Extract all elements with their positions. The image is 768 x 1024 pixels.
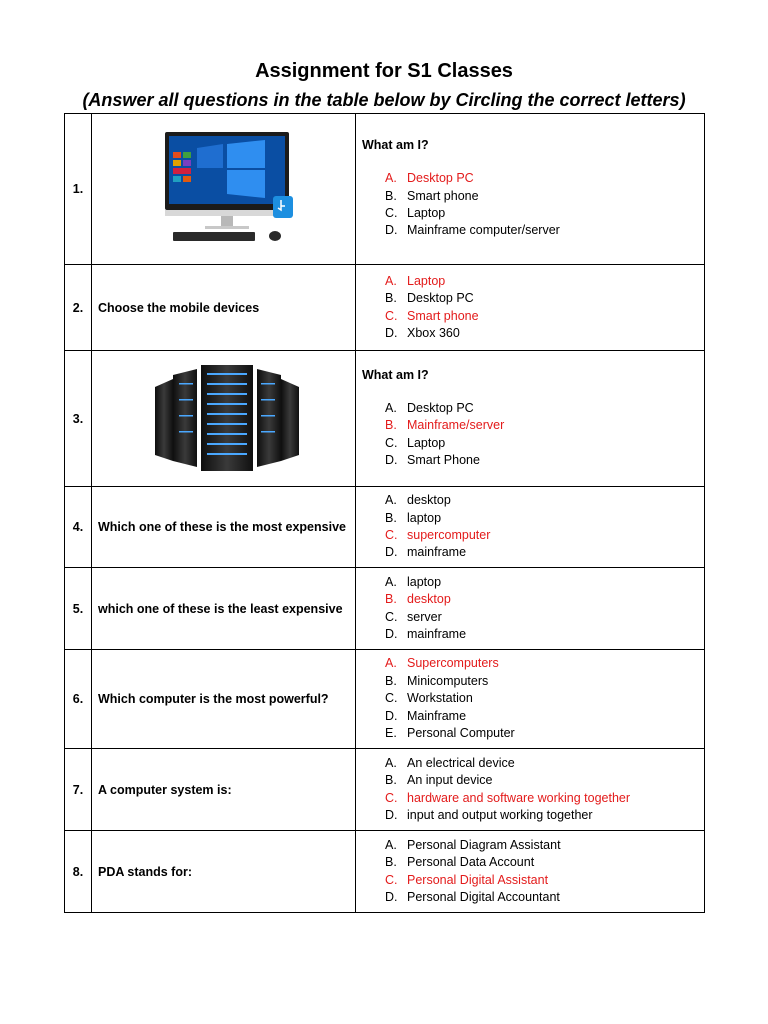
option-letter: B. [385, 418, 397, 433]
option-item[interactable] [362, 872, 704, 889]
option-text: desktop [407, 592, 451, 607]
option-item[interactable] [362, 435, 704, 452]
option-item[interactable] [362, 400, 704, 417]
question-number: 3. [65, 351, 92, 487]
option-item[interactable] [362, 609, 704, 626]
answer-cell [356, 487, 705, 568]
option-letter: D. [385, 626, 398, 641]
option-list [362, 400, 704, 470]
option-item[interactable] [362, 492, 704, 509]
option-text: Laptop [407, 206, 446, 220]
option-letter: B. [385, 291, 397, 306]
option-text: Personal Diagram Assistant [407, 837, 561, 852]
table-row [65, 831, 705, 913]
option-letter: D. [385, 223, 398, 238]
option-text: Personal Digital Accountant [407, 889, 560, 904]
option-item[interactable] [362, 308, 704, 325]
option-text: Personal Digital Assistant [407, 872, 549, 887]
option-text: Xbox 360 [407, 325, 460, 340]
option-letter: A. [385, 837, 397, 852]
option-text: Desktop PC [407, 171, 474, 186]
answer-prompt: What am I? [362, 367, 429, 382]
option-text: An electrical device [407, 755, 515, 770]
option-item[interactable] [362, 591, 704, 608]
option-letter: A. [385, 273, 397, 288]
option-item[interactable] [362, 273, 704, 290]
option-text: Mainframe/server [407, 418, 505, 433]
option-letter: B. [385, 510, 397, 525]
option-item[interactable] [362, 205, 704, 222]
option-text: Workstation [407, 691, 473, 706]
option-letter: B. [385, 773, 397, 788]
option-text: supercomputer [407, 528, 491, 542]
option-letter: A. [385, 656, 397, 671]
option-letter: C. [385, 872, 398, 887]
option-item[interactable] [362, 725, 704, 742]
option-item[interactable] [362, 889, 704, 906]
option-text: Laptop [407, 435, 446, 450]
option-item[interactable] [362, 755, 704, 772]
answer-cell [356, 114, 705, 265]
table-row [65, 487, 705, 568]
table-row [65, 351, 705, 487]
option-text: Smart phone [407, 308, 479, 323]
option-item[interactable] [362, 527, 704, 544]
option-text: hardware and software working together [407, 790, 631, 805]
option-text: server [407, 609, 442, 624]
option-item[interactable] [362, 574, 704, 591]
option-letter: B. [385, 673, 397, 688]
option-text: desktop [407, 493, 451, 508]
option-text: laptop [407, 574, 442, 589]
option-item[interactable] [362, 510, 704, 527]
question-number: 5. [65, 568, 92, 650]
option-item[interactable] [362, 188, 704, 205]
option-item[interactable] [362, 626, 704, 643]
option-letter: D. [385, 325, 398, 340]
option-item[interactable] [362, 290, 704, 307]
option-item[interactable] [362, 325, 704, 342]
question-text: which one of these is the least expensive [92, 568, 356, 650]
option-text: mainframe [407, 545, 467, 560]
option-letter: B. [385, 188, 397, 203]
option-letter: C. [385, 528, 398, 542]
option-list [362, 655, 704, 742]
page-title: Assignment for S1 Classes [255, 60, 513, 82]
option-list [362, 170, 704, 240]
option-item[interactable] [362, 655, 704, 672]
option-item[interactable] [362, 417, 704, 434]
answer-cell [356, 749, 705, 831]
table-row [65, 749, 705, 831]
option-list [362, 574, 704, 644]
question-image-cell [92, 114, 356, 265]
option-letter: C. [385, 206, 398, 220]
option-item[interactable] [362, 544, 704, 561]
page-subtitle: (Answer all questions in the table below by Circling the correct letters) [82, 90, 686, 110]
question-image-cell [92, 351, 356, 487]
table-row [65, 568, 705, 650]
option-letter: D. [385, 452, 398, 467]
option-text: Desktop PC [407, 400, 474, 415]
question-number: 7. [65, 749, 92, 831]
option-text: Personal Computer [407, 726, 515, 741]
option-letter: E. [385, 726, 397, 741]
option-letter: A. [385, 493, 397, 508]
option-item[interactable] [362, 170, 704, 187]
option-text: mainframe [407, 626, 467, 641]
answer-cell [356, 265, 705, 351]
option-item[interactable] [362, 807, 704, 824]
option-text: Mainframe [407, 708, 467, 723]
answer-cell [356, 650, 705, 749]
option-text: Laptop [407, 273, 446, 288]
table-row [65, 114, 705, 265]
option-letter: C. [385, 435, 398, 450]
option-list [362, 755, 704, 825]
option-text: Mainframe computer/server [407, 223, 560, 238]
option-letter: A. [385, 171, 397, 186]
option-letter: D. [385, 889, 398, 904]
question-text: PDA stands for: [92, 831, 356, 913]
option-list [362, 492, 704, 562]
option-list [362, 837, 704, 907]
option-item[interactable] [362, 854, 704, 871]
option-letter: D. [385, 708, 398, 723]
question-number: 2. [65, 265, 92, 351]
option-list [362, 273, 704, 343]
question-text: Choose the mobile devices [92, 265, 356, 351]
option-item[interactable] [362, 837, 704, 854]
question-number: 4. [65, 487, 92, 568]
option-letter: A. [385, 755, 397, 770]
question-text: Which one of these is the most expensive [92, 487, 356, 568]
option-letter: D. [385, 545, 398, 560]
option-text: An input device [407, 773, 493, 788]
option-item[interactable] [362, 690, 704, 707]
option-letter: B. [385, 592, 397, 607]
option-letter: D. [385, 807, 398, 822]
option-letter: C. [385, 790, 398, 805]
option-letter: A. [385, 574, 397, 589]
option-item[interactable] [362, 222, 704, 239]
option-letter: C. [385, 609, 398, 624]
answer-cell [356, 831, 705, 913]
option-text: Supercomputers [407, 656, 499, 671]
table-row [65, 650, 705, 749]
answer-cell [356, 568, 705, 650]
question-number: 6. [65, 650, 92, 749]
option-item[interactable] [362, 790, 704, 807]
option-item[interactable] [362, 673, 704, 690]
table-row [65, 265, 705, 351]
option-text: Smart Phone [407, 452, 480, 467]
question-table [64, 113, 705, 913]
option-letter: C. [385, 308, 398, 323]
option-item[interactable] [362, 452, 704, 469]
all-in-one-desktop-pc-image [98, 130, 355, 248]
option-text: Smart phone [407, 188, 479, 203]
option-letter: A. [385, 400, 397, 415]
server-racks-image [98, 363, 355, 475]
option-letter: C. [385, 691, 398, 706]
question-text: A computer system is: [92, 749, 356, 831]
server-racks-icon [151, 363, 303, 475]
option-text: Personal Data Account [407, 855, 535, 870]
option-item[interactable] [362, 772, 704, 789]
option-text: Minicomputers [407, 673, 489, 688]
option-text: Desktop PC [407, 291, 474, 306]
question-number: 8. [65, 831, 92, 913]
answer-prompt: What am I? [362, 138, 429, 153]
question-number: 1. [65, 114, 92, 265]
option-item[interactable] [362, 708, 704, 725]
option-text: input and output working together [407, 807, 593, 822]
answer-cell [356, 351, 705, 487]
question-text: Which computer is the most powerful? [92, 650, 356, 749]
option-text: laptop [407, 510, 442, 525]
all-in-one-desktop-pc-icon [157, 130, 297, 248]
option-letter: B. [385, 855, 397, 870]
